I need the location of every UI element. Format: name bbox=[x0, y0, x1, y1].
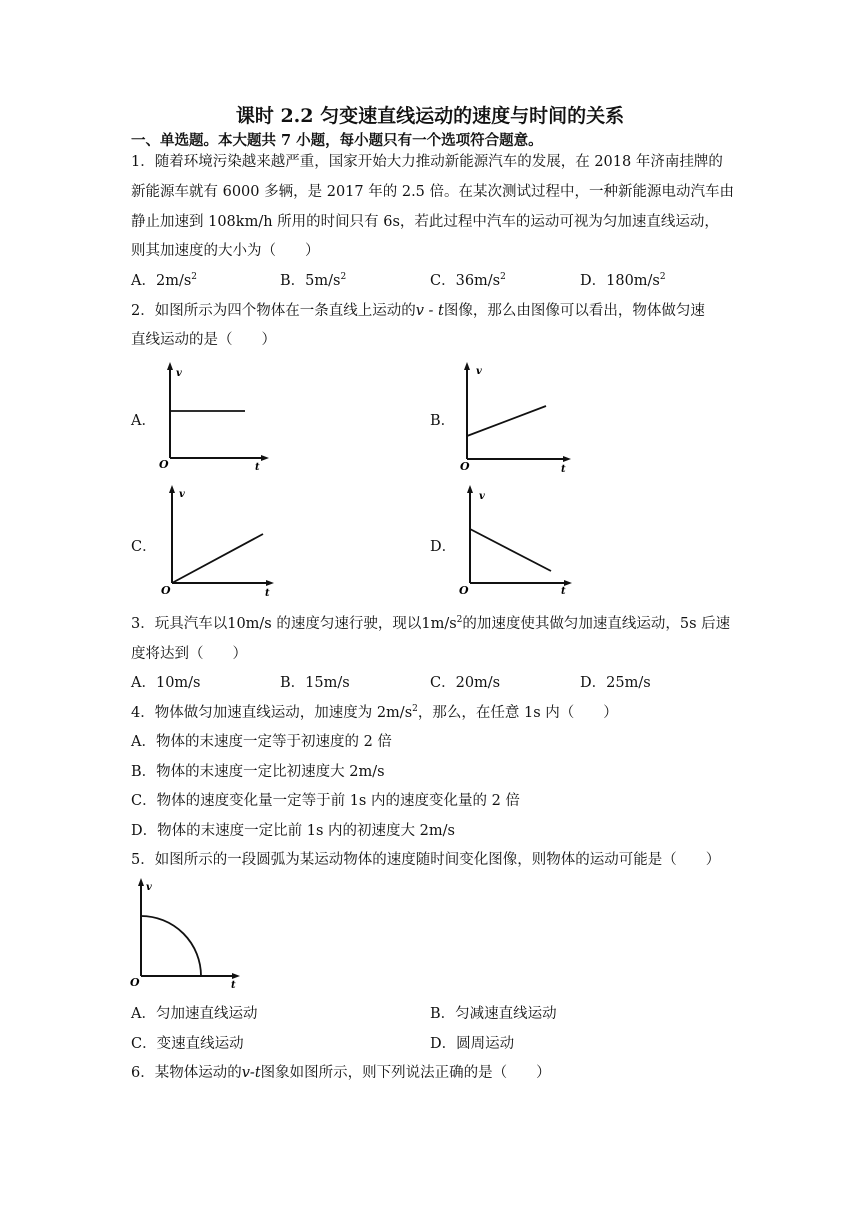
q4-option-d: D．物体的末速度一定比前 1s 内的初速度大 2m/s bbox=[131, 823, 455, 839]
q3-line-1: 3．玩具汽车以10m/s 的速度匀速行驶，现以$1m/s^2$的加速度使其做匀加速直线运动，5s 后速 bbox=[131, 615, 731, 632]
q1-line-3: 静止加速到 108km/h 所用的时间只有 6s，若此过程中汽车的运动可视为匀加速直线运动， bbox=[131, 214, 719, 230]
graph-b-axis-v: v bbox=[476, 366, 482, 377]
q1-option-a: A．$2m/s^2$ bbox=[131, 272, 198, 289]
q5-graph-quarter-circle bbox=[128, 876, 253, 991]
q5-option-b: B．匀减速直线运动 bbox=[430, 1006, 557, 1022]
q5-graph-origin: O bbox=[130, 976, 140, 989]
graph-b-axis-t: t bbox=[561, 464, 566, 475]
graph-c-label: C． bbox=[131, 539, 157, 555]
q4-option-a: A．物体的末速度一定等于初速度的 2 倍 bbox=[131, 734, 392, 750]
q1-line-4: 则其加速度的大小为（ ） bbox=[131, 243, 320, 259]
q5-graph-axis-t: t bbox=[231, 980, 236, 991]
q3-option-a: A．10m/s bbox=[131, 675, 201, 691]
q2-line-2: 直线运动的是（ ） bbox=[131, 332, 276, 348]
graph-a-label: A． bbox=[131, 413, 156, 429]
q5-graph-axis-v: v bbox=[146, 882, 152, 893]
section-heading: 一、单选题。本大题共 7 小题，每小题只有一个选项符合题意。 bbox=[131, 132, 543, 149]
graph-d-axis-v: v bbox=[479, 491, 485, 502]
graph-c-axis-t: t bbox=[265, 588, 270, 598]
q1-line-1: 1．随着环境污染越来越严重，国家开始大力推动新能源汽车的发展，在 2018 年济南挂牌的 bbox=[131, 154, 723, 170]
graph-a-axis-v: v bbox=[176, 368, 182, 379]
q4-option-c: C．物体的速度变化量一定等于前 1s 内的速度变化量的 2 倍 bbox=[131, 793, 520, 809]
q1-line-2: 新能源车就有 6000 多辆，是 2017 年的 2.5 倍。在某次测试过程中，一种新能源电动汽车由 bbox=[131, 184, 735, 200]
q1-option-c: C．$36m/s^2$ bbox=[430, 272, 506, 289]
graph-a-vt-constant bbox=[155, 360, 275, 475]
q4-line-1: 4．物体做匀加速直线运动，加速度为 $2m/s^2$，那么，在任意 1s 内（ ） bbox=[131, 704, 618, 721]
graph-b-origin: O bbox=[460, 460, 470, 473]
q3-option-d: D．25m/s bbox=[580, 675, 651, 691]
q5-line-1: 5．如图所示的一段圆弧为某运动物体的速度随时间变化图像，则物体的运动可能是（ ） bbox=[131, 852, 721, 868]
graph-d-label: D． bbox=[430, 539, 457, 555]
q6-line-1: 6．某物体运动的v-t图象如图所示，则下列说法正确的是（ ） bbox=[131, 1065, 551, 1081]
graph-c-axis-v: v bbox=[179, 489, 185, 500]
graph-b-vt-increasing bbox=[455, 360, 580, 475]
q5-graph-arc bbox=[141, 916, 201, 976]
page-title: 课时 2.2 匀变速直线运动的速度与时间的关系 bbox=[235, 105, 625, 127]
q2-line-1: 2．如图所示为四个物体在一条直线上运动的v - t图像，那么由图像可以看出，物体做匀速 bbox=[131, 303, 705, 319]
q1-option-b: B．$5m/s^2$ bbox=[280, 272, 347, 289]
q3-line-2: 度将达到（ ） bbox=[131, 646, 247, 662]
graph-d-axis-t: t bbox=[561, 586, 566, 597]
graph-d-line bbox=[470, 529, 551, 571]
q5-option-d: D．圆周运动 bbox=[430, 1036, 515, 1052]
q1-option-d: D．$180m/s^2$ bbox=[580, 272, 666, 289]
q5-option-a: A．匀加速直线运动 bbox=[131, 1006, 258, 1022]
graph-c-origin: O bbox=[161, 584, 171, 597]
graph-c-vt-from-origin bbox=[155, 483, 280, 598]
graph-b-line bbox=[467, 406, 546, 436]
q3-option-b: B．15m/s bbox=[280, 675, 350, 691]
q3-option-c: C．20m/s bbox=[430, 675, 501, 691]
graph-d-vt-decreasing bbox=[455, 483, 580, 598]
graph-b-label: B． bbox=[430, 413, 456, 429]
graph-a-origin: O bbox=[159, 458, 169, 471]
graph-d-origin: O bbox=[459, 584, 469, 597]
q4-option-b: B．物体的末速度一定比初速度大 2m/s bbox=[131, 764, 385, 780]
graph-a-axis-t: t bbox=[255, 462, 260, 473]
graph-c-line bbox=[172, 534, 263, 583]
q5-option-c: C．变速直线运动 bbox=[131, 1036, 244, 1052]
